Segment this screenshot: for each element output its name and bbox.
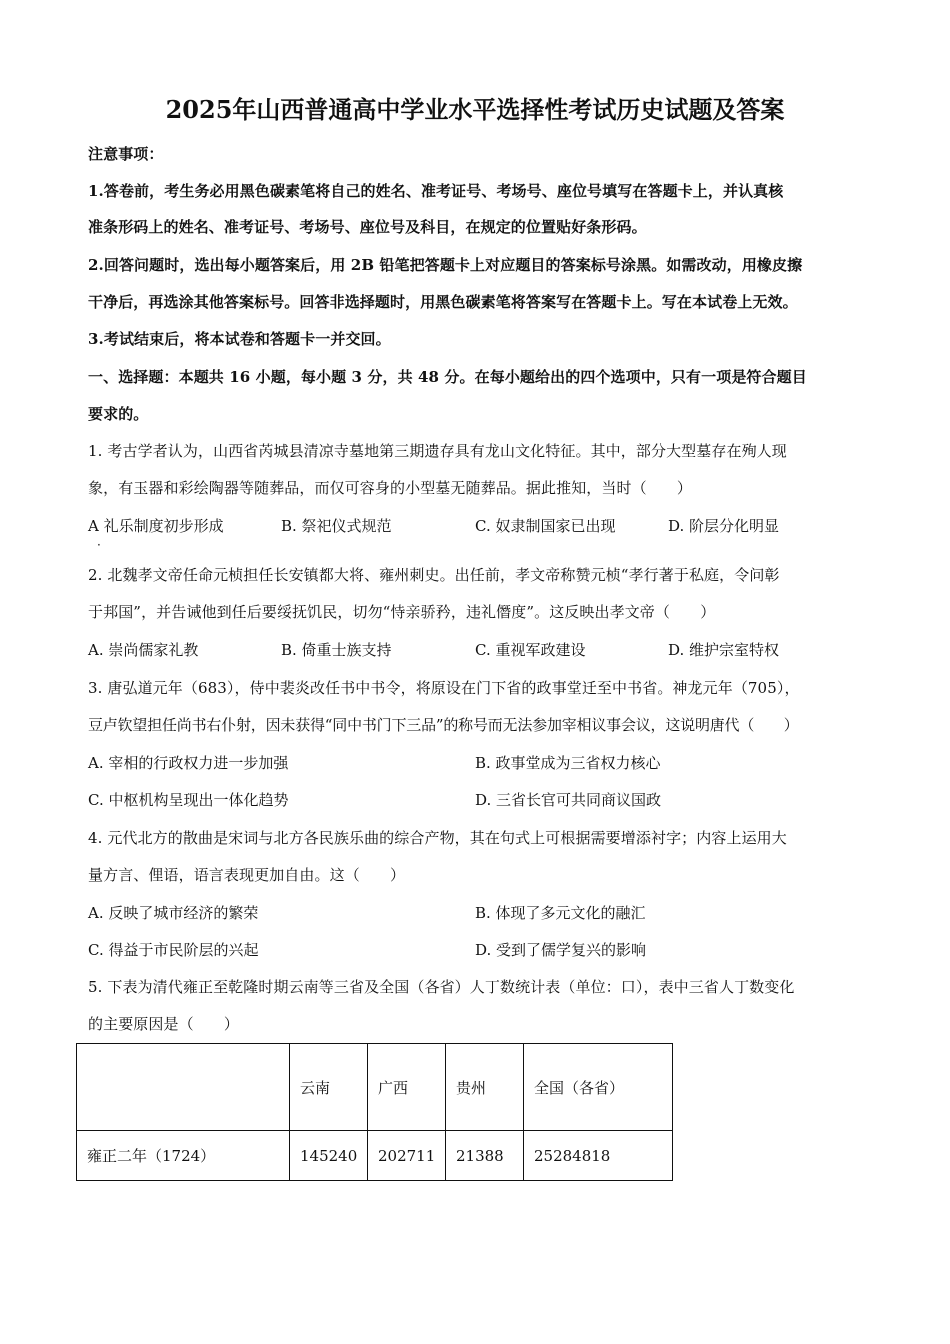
question-2-text: 于邦国”，并告诫他到任后要绥抚饥民，切勿“恃亲骄矜，违礼僭度”。这反映出孝文帝（ ） [88, 603, 716, 621]
notice-line: 干净后，再选涂其他答案标号。回答非选择题时，用黑色碳素笔将答案写在答题卡上。写在本试卷上无效。 [88, 293, 798, 311]
table-row [77, 1131, 673, 1181]
population-table [76, 1043, 673, 1181]
question-1-option-b: B. 祭祀仪式规范 [281, 517, 392, 535]
dot-mark: · [97, 538, 101, 552]
question-1-text: 1. 考古学者认为，山西省芮城县清凉寺墓地第三期遗存具有龙山文化特征。其中，部分大型墓存在殉人现 [88, 442, 787, 460]
question-3-option-a: A. 宰相的行政权力进一步加强 [88, 754, 289, 772]
question-4-option-b: B. 体现了多元文化的融汇 [475, 904, 646, 922]
table-cell: 25284818 [524, 1131, 673, 1181]
question-1-option-a: A 礼乐制度初步形成 [88, 517, 224, 535]
question-5-text: 5. 下表为清代雍正至乾隆时期云南等三省及全国（各省）人丁数统计表（单位：口），表中三省人丁数变化 [88, 978, 795, 996]
section-heading: 要求的。 [88, 405, 149, 423]
question-2-option-d: D. 维护宗室特权 [668, 641, 780, 659]
question-3-text: 3. 唐弘道元年（683），侍中裴炎改任书中书令，将原设在门下省的政事堂迁至中书省。神龙元年（705）， [88, 679, 800, 697]
table-header-cell [77, 1044, 290, 1131]
table-header-cell: 贵州 [446, 1044, 524, 1131]
section-heading: 一、选择题：本题共 16 小题，每小题 3 分，共 48 分。在每小题给出的四个选项中，只有一项是符合题目 [88, 368, 807, 386]
notice-line: 准条形码上的姓名、准考证号、考场号、座位号及科目，在规定的位置贴好条形码。 [88, 218, 647, 236]
notice-line: 1.答卷前，考生务必用黑色碳素笔将自己的姓名、准考证号、考场号、座位号填写在答题卡上，并认真核 [88, 182, 784, 200]
question-1-text: 象，有玉器和彩绘陶器等随葬品，而仅可容身的小型墓无随葬品。据此推知，当时（ ） [88, 479, 693, 497]
question-1-option-d: D. 阶层分化明显 [668, 517, 780, 535]
question-3-text: 豆卢钦望担任尚书右仆射，因未获得“同中书门下三品”的称号而无法参加宰相议事会议，这说明唐代（ ） [88, 716, 799, 734]
question-4-option-c: C. 得益于市民阶层的兴起 [88, 941, 259, 959]
question-4-option-d: D. 受到了儒学复兴的影响 [475, 941, 647, 959]
table-header-cell: 云南 [290, 1044, 368, 1131]
table-header-row [77, 1044, 673, 1131]
notice-line: 3.考试结束后，将本试卷和答题卡一并交回。 [88, 330, 391, 348]
table-header-cell: 广西 [368, 1044, 446, 1131]
question-4-text: 量方言、俚语，语言表现更加自由。这（ ） [88, 866, 406, 884]
question-2-text: 2. 北魏孝文帝任命元桢担任长安镇都大将、雍州刺史。出任前，孝文帝称赞元桢“孝行著于私庭，令问彰 [88, 566, 780, 584]
question-2-option-c: C. 重视军政建设 [475, 641, 586, 659]
table-cell: 雍正二年（1724） [77, 1131, 290, 1181]
question-2-option-a: A. 崇尚儒家礼教 [88, 641, 199, 659]
question-3-option-c: C. 中枢机构呈现出一体化趋势 [88, 791, 289, 809]
question-4-option-a: A. 反映了城市经济的繁荣 [88, 904, 259, 922]
question-1-option-c: C. 奴隶制国家已出现 [475, 517, 616, 535]
notice-line: 2.回答问题时，选出每小题答案后，用 2B 铅笔把答题卡上对应题目的答案标号涂黑。如需改动，用橡皮擦 [88, 256, 803, 274]
document-title: 2025年山西普通高中学业水平选择性考试历史试题及答案 [165, 95, 785, 124]
question-2-option-b: B. 倚重士族支持 [281, 641, 392, 659]
table-header-cell: 全国（各省） [524, 1044, 673, 1131]
question-5-text: 的主要原因是（ ） [88, 1015, 240, 1033]
question-3-option-d: D. 三省长官可共同商议国政 [475, 791, 662, 809]
table-cell: 21388 [446, 1131, 524, 1181]
table-cell: 202711 [368, 1131, 446, 1181]
notice-heading: 注意事项： [88, 145, 164, 163]
question-4-text: 4. 元代北方的散曲是宋词与北方各民族乐曲的综合产物，其在句式上可根据需要增添衬字；内容上运用大 [88, 829, 787, 847]
question-3-option-b: B. 政事堂成为三省权力核心 [475, 754, 661, 772]
table-cell: 145240 [290, 1131, 368, 1181]
